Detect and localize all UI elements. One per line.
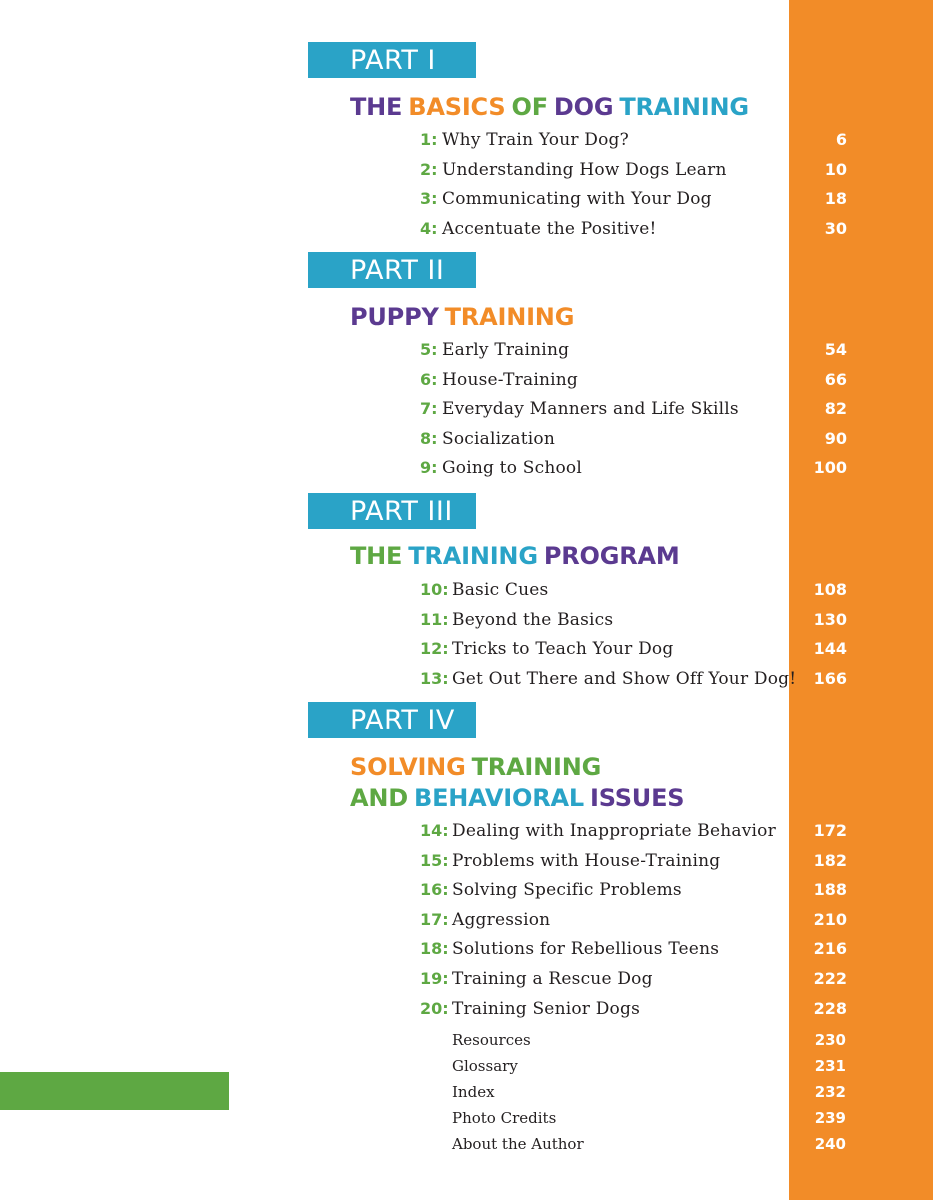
part-title-word: TRAINING	[408, 542, 538, 570]
chapter-row[interactable]	[0, 875, 933, 905]
back-matter-row[interactable]	[0, 1053, 933, 1079]
part-title	[350, 752, 601, 783]
back-matter-page-number: 239	[814, 1109, 846, 1127]
chapter-page-number: 66	[824, 370, 847, 389]
chapter-number: 7:	[420, 399, 438, 418]
chapter-title: House-Training	[442, 370, 578, 390]
chapter-row[interactable]	[0, 605, 933, 635]
chapter-number: 3:	[420, 189, 438, 208]
chapter-row[interactable]	[0, 816, 933, 846]
chapter-title: Aggression	[452, 910, 551, 930]
chapter-number: 5:	[420, 340, 438, 359]
chapter-number: 4:	[420, 219, 438, 238]
chapter-number: 16:	[420, 880, 449, 899]
chapter-title: Training a Rescue Dog	[452, 969, 653, 989]
back-matter-title: About the Author	[452, 1135, 584, 1153]
chapter-title: Solving Specific Problems	[452, 880, 682, 900]
part-title-word: BEHAVIORAL	[413, 784, 584, 812]
chapter-page-number: 130	[813, 610, 847, 629]
chapter-title: Beyond the Basics	[452, 610, 614, 630]
part-title-word: TRAINING	[619, 93, 749, 121]
back-matter-title: Resources	[452, 1031, 531, 1049]
chapter-number: 18:	[420, 939, 449, 958]
back-matter-title: Photo Credits	[452, 1109, 557, 1127]
back-matter-page-number: 240	[814, 1135, 846, 1153]
part-label: PART I	[308, 42, 476, 78]
chapter-page-number: 188	[813, 880, 847, 899]
chapter-number: 19:	[420, 969, 449, 988]
chapter-title: Socialization	[442, 429, 555, 449]
chapter-title: Everyday Manners and Life Skills	[442, 399, 739, 419]
part-title-word: PUPPY	[350, 303, 439, 331]
chapter-page-number: 90	[824, 429, 847, 448]
chapter-row[interactable]	[0, 964, 933, 994]
part-title	[350, 541, 680, 572]
chapter-number: 10:	[420, 580, 449, 599]
chapter-row[interactable]	[0, 125, 933, 155]
back-matter-row[interactable]	[0, 1131, 933, 1157]
chapter-row[interactable]	[0, 905, 933, 935]
chapter-title: Tricks to Teach Your Dog	[452, 639, 674, 659]
part-title-word: BASICS	[408, 93, 506, 121]
part-title-word: OF	[511, 93, 548, 121]
chapter-title: Training Senior Dogs	[452, 999, 640, 1019]
back-matter-title: Glossary	[452, 1057, 518, 1075]
chapter-page-number: 18	[824, 189, 847, 208]
chapter-number: 15:	[420, 851, 449, 870]
chapter-page-number: 144	[813, 639, 847, 658]
part-label: PART II	[308, 252, 476, 288]
chapter-page-number: 222	[813, 969, 847, 988]
part-title-word: THE	[350, 542, 403, 570]
part-label: PART III	[308, 493, 476, 529]
chapter-page-number: 216	[813, 939, 847, 958]
chapter-row[interactable]	[0, 453, 933, 483]
chapter-page-number: 30	[824, 219, 847, 238]
chapter-page-number: 182	[813, 851, 847, 870]
chapter-row[interactable]	[0, 394, 933, 424]
part-title-word: SOLVING	[350, 753, 466, 781]
chapter-number: 20:	[420, 999, 449, 1018]
part-label: PART IV	[308, 702, 476, 738]
chapter-number: 6:	[420, 370, 438, 389]
part-title-word: TRAINING	[471, 753, 602, 781]
chapter-page-number: 172	[813, 821, 847, 840]
chapter-number: 2:	[420, 160, 438, 179]
back-matter-page-number: 231	[814, 1057, 846, 1075]
chapter-number: 11:	[420, 610, 449, 629]
chapter-row[interactable]	[0, 155, 933, 185]
chapter-number: 12:	[420, 639, 449, 658]
part-title	[350, 783, 684, 814]
chapter-title: Communicating with Your Dog	[442, 189, 712, 209]
chapter-row[interactable]	[0, 335, 933, 365]
part-title-word: ISSUES	[589, 784, 685, 812]
chapter-title: Solutions for Rebellious Teens	[452, 939, 720, 959]
chapter-page-number: 54	[824, 340, 847, 359]
chapter-row[interactable]	[0, 934, 933, 964]
chapter-title: Get Out There and Show Off Your Dog!	[452, 669, 797, 689]
chapter-page-number: 10	[824, 160, 847, 179]
chapter-row[interactable]	[0, 184, 933, 214]
chapter-page-number: 210	[813, 910, 847, 929]
chapter-row[interactable]	[0, 365, 933, 395]
chapter-row[interactable]	[0, 214, 933, 244]
chapter-page-number: 82	[824, 399, 847, 418]
chapter-number: 14:	[420, 821, 449, 840]
chapter-number: 17:	[420, 910, 449, 929]
chapter-row[interactable]	[0, 664, 933, 694]
chapter-number: 8:	[420, 429, 438, 448]
chapter-title: Understanding How Dogs Learn	[442, 160, 727, 180]
chapter-number: 1:	[420, 130, 438, 149]
part-title-word: TRAINING	[444, 303, 575, 331]
chapter-page-number: 166	[813, 669, 847, 688]
chapter-row[interactable]	[0, 994, 933, 1024]
chapter-page-number: 108	[813, 580, 847, 599]
back-matter-row[interactable]	[0, 1027, 933, 1053]
chapter-title: Why Train Your Dog?	[442, 130, 629, 150]
chapter-title: Dealing with Inappropriate Behavior	[452, 821, 776, 841]
part-title-word: THE	[350, 93, 403, 121]
back-matter-page-number: 232	[814, 1083, 846, 1101]
part-title-word: DOG	[553, 93, 614, 121]
chapter-page-number: 100	[813, 458, 847, 477]
chapter-number: 9:	[420, 458, 438, 477]
part-title	[350, 92, 749, 123]
part-title-word: AND	[350, 784, 408, 812]
chapter-row[interactable]	[0, 575, 933, 605]
chapter-title: Basic Cues	[452, 580, 549, 600]
chapter-row[interactable]	[0, 634, 933, 664]
chapter-title: Early Training	[442, 340, 570, 360]
chapter-page-number: 228	[813, 999, 847, 1018]
chapter-title: Accentuate the Positive!	[442, 219, 657, 239]
back-matter-page-number: 230	[814, 1031, 846, 1049]
chapter-title: Problems with House-Training	[452, 851, 721, 871]
back-matter-row[interactable]	[0, 1079, 933, 1105]
back-matter-title: Index	[452, 1083, 495, 1101]
part-title	[350, 302, 574, 333]
part-title-word: PROGRAM	[543, 542, 680, 570]
chapter-row[interactable]	[0, 424, 933, 454]
chapter-number: 13:	[420, 669, 449, 688]
chapter-row[interactable]	[0, 846, 933, 876]
back-matter-row[interactable]	[0, 1105, 933, 1131]
chapter-page-number: 6	[835, 130, 847, 149]
chapter-title: Going to School	[442, 458, 582, 478]
